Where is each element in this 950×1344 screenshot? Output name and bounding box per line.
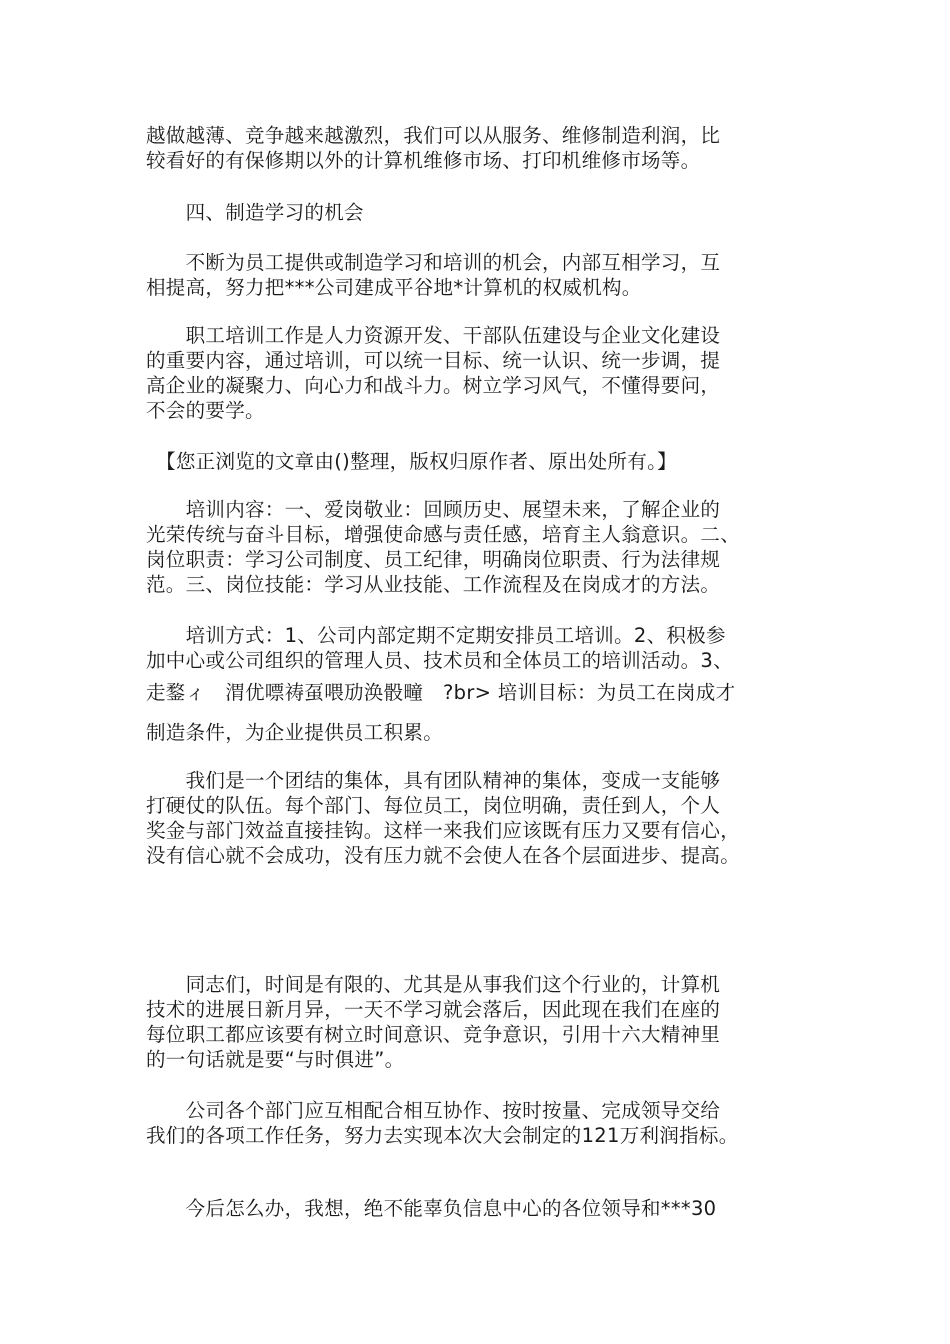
text-line: 的重要内容，通过培训，可以统一目标、统一认识、统一步调，提	[146, 349, 721, 372]
text-line: 没有信心就不会成功，没有压力就不会使人在各个层面进步、提高。	[146, 844, 741, 867]
text-line: 不会的要学。	[146, 399, 265, 422]
text-line: 越做越薄、竞争越来越激烈，我们可以从服务、维修制造利润，比	[146, 124, 721, 147]
text-line: 每位职工都应该要有树立时间意识、竞争意识，引用十六大精神里	[146, 1023, 721, 1046]
section-heading: 四、制造学习的机会	[146, 201, 364, 224]
text-line: 培训内容：一、爱岗敬业：回顾历史、展望未来，了解企业的	[146, 498, 721, 521]
text-line: 较看好的有保修期以外的计算机维修市场、打印机维修市场等。	[146, 149, 701, 172]
text-line: 今后怎么办，我想，绝不能辜负信息中心的各位领导和***30	[146, 1197, 717, 1220]
text-line: 我们是一个团结的集体，具有团队精神的集体，变成一支能够	[146, 769, 721, 792]
text-line: 相提高，努力把***公司建成平谷地*计算机的权威机构。	[146, 276, 642, 299]
text-line: 【您正浏览的文章由()整理，版权归原作者、原出处所有。】	[146, 450, 677, 473]
text-line: 岗位职责：学习公司制度、员工纪律，明确岗位职责、行为法律规	[146, 548, 721, 571]
text-line: 走鍪ィ 渭优嘌祷虿喂劢涣骰疃 ?br> 培训目标：为员工在岗成才	[146, 681, 736, 704]
text-line: 同志们，时间是有限的、尤其是从事我们这个行业的，计算机	[146, 973, 721, 996]
text-line: 高企业的凝聚力、向心力和战斗力。树立学习风气，不懂得要问，	[146, 374, 721, 397]
paragraph-training-content	[146, 497, 826, 597]
paragraph-team-spirit	[146, 768, 826, 868]
text-line: 的一句话就是要“与时俱进”。	[146, 1048, 405, 1071]
copyright-notice	[146, 449, 826, 474]
text-line: 我们的各项工作任务，努力去实现本次大会制定的121万利润指标。	[146, 1124, 739, 1147]
paragraph-service-profit	[146, 123, 826, 173]
paragraph-staff-training	[146, 323, 826, 423]
text-line: 培训方式：1、公司内部定期不定期安排员工培训。2、积极参	[146, 624, 726, 647]
paragraph-keep-pace	[146, 972, 826, 1072]
text-line: 公司各个部门应互相配合相互协作、按时按量、完成领导交给	[146, 1099, 721, 1122]
text-line: 加中心或公司组织的管理人员、技术员和全体员工的培训活动。3、	[146, 649, 733, 672]
paragraph-cooperation	[146, 1098, 826, 1148]
text-line: 职工培训工作是人力资源开发、干部队伍建设与企业文化建设	[146, 324, 721, 347]
paragraph-future-plan	[146, 1196, 826, 1221]
text-line: 光荣传统与奋斗目标，增强使命感与责任感，培育主人翁意识。二、	[146, 523, 741, 546]
text-line: 不断为员工提供或制造学习和培训的机会，内部互相学习，互	[146, 251, 721, 274]
text-line: 制造条件，为企业提供员工积累。	[146, 721, 444, 744]
text-line: 打硬仗的队伍。每个部门、每位员工，岗位明确，责任到人，个人	[146, 794, 721, 817]
text-line: 奖金与部门效益直接挂钩。这样一来我们应该既有压力又要有信心，	[146, 819, 741, 842]
paragraph-training-method	[146, 623, 826, 753]
paragraph-learning-opportunity	[146, 250, 826, 300]
text-line: 范。三、岗位技能：学习从业技能、工作流程及在岗成才的方法。	[146, 573, 721, 596]
text-line: 技术的进展日新月异，一天不学习就会落后，因此现在我们在座的	[146, 998, 721, 1021]
section-heading-learning	[146, 200, 826, 225]
